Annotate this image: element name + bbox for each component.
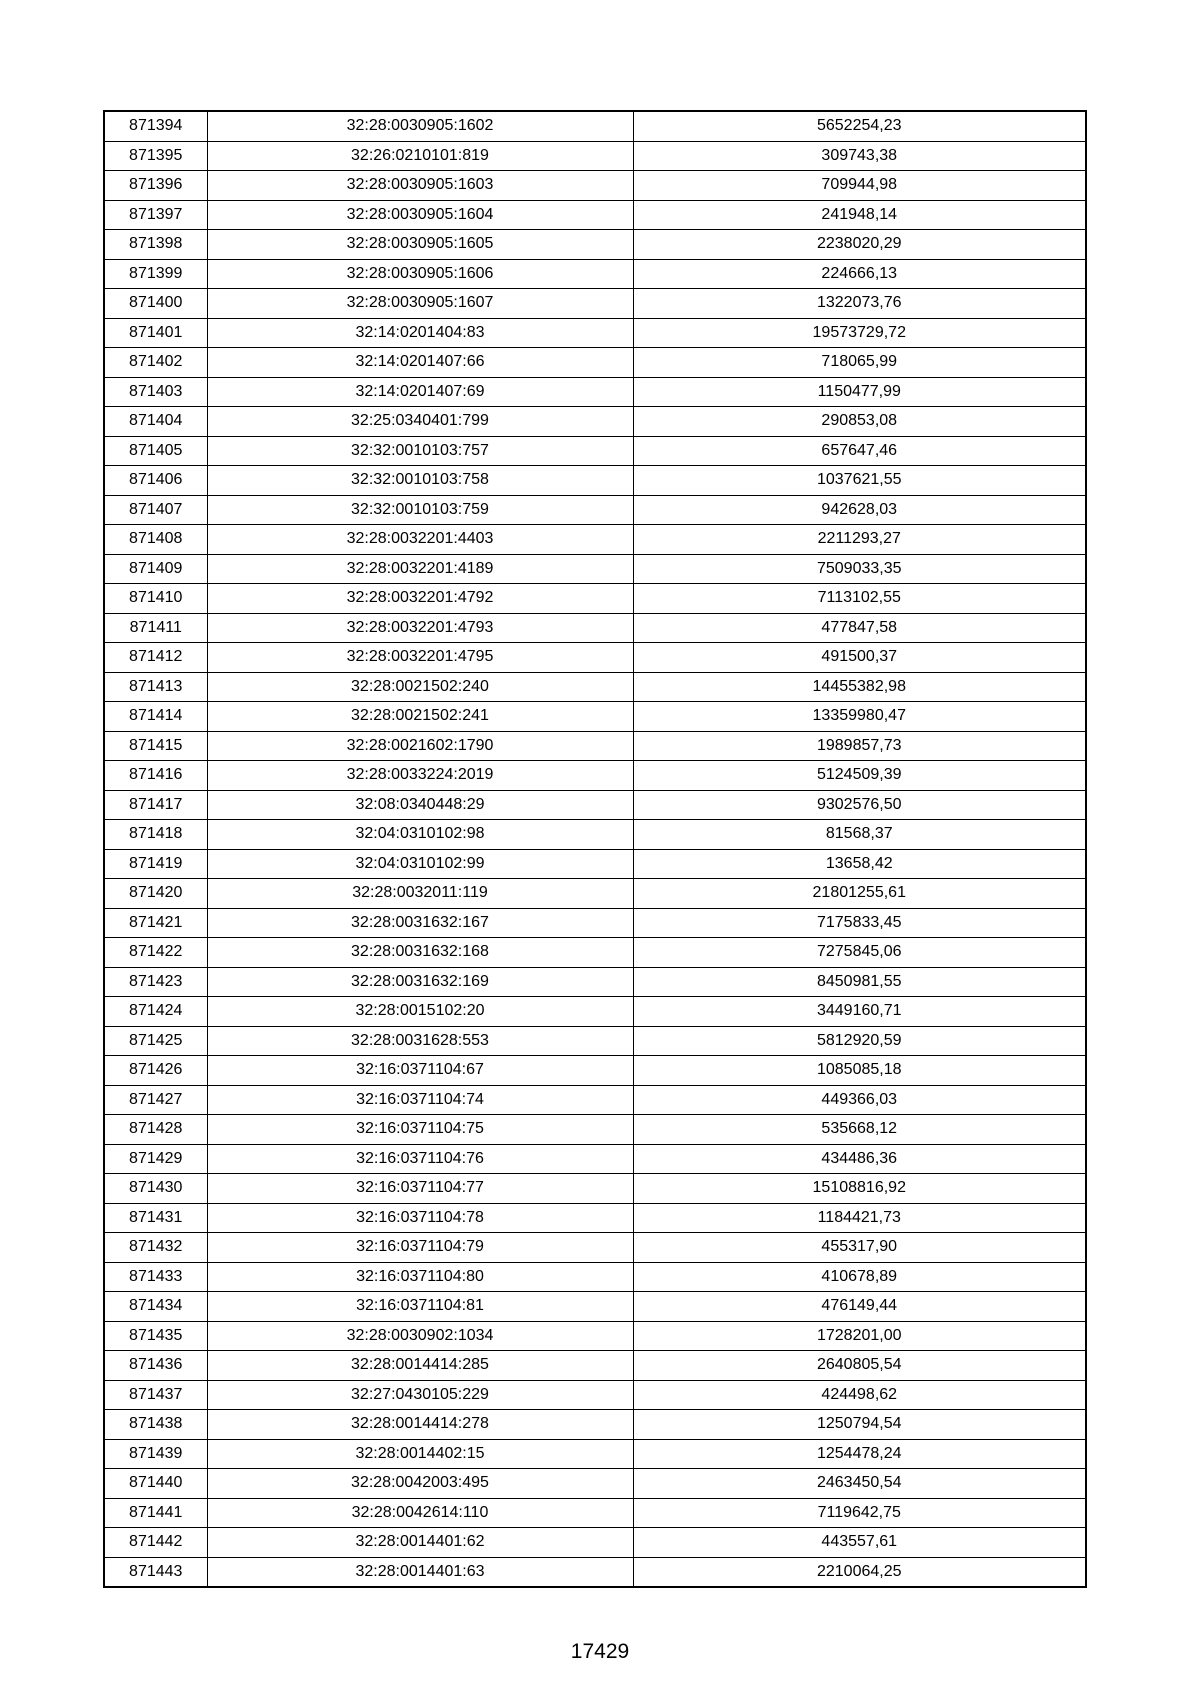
value-cell: 718065,99 [633,348,1086,378]
row-number-cell: 871402 [104,348,207,378]
value-cell: 3449160,71 [633,997,1086,1027]
table-row [104,1144,1086,1174]
cadastral-number-cell: 32:04:0310102:98 [207,820,633,850]
table-row [104,584,1086,614]
cadastral-number-cell: 32:28:0015102:20 [207,997,633,1027]
table-row [104,377,1086,407]
cadastral-number-cell: 32:28:0030905:1606 [207,259,633,289]
cadastral-number-cell: 32:28:0042614:110 [207,1498,633,1528]
row-number-cell: 871439 [104,1439,207,1469]
row-number-cell: 871415 [104,731,207,761]
table-row [104,1115,1086,1145]
table-row [104,1085,1086,1115]
cadastral-number-cell: 32:28:0030905:1603 [207,171,633,201]
cadastral-number-cell: 32:14:0201407:69 [207,377,633,407]
cadastral-number-cell: 32:28:0030905:1604 [207,200,633,230]
cadastral-number-cell: 32:32:0010103:757 [207,436,633,466]
table-row [104,761,1086,791]
cadastral-number-cell: 32:28:0032201:4792 [207,584,633,614]
value-cell: 13359980,47 [633,702,1086,732]
row-number-cell: 871406 [104,466,207,496]
cadastral-number-cell: 32:04:0310102:99 [207,849,633,879]
row-number-cell: 871421 [104,908,207,938]
cadastral-number-cell: 32:28:0031628:553 [207,1026,633,1056]
table-row [104,1174,1086,1204]
value-cell: 7275845,06 [633,938,1086,968]
table-row [104,200,1086,230]
cadastral-number-cell: 32:16:0371104:76 [207,1144,633,1174]
row-number-cell: 871404 [104,407,207,437]
row-number-cell: 871434 [104,1292,207,1322]
table-row [104,1528,1086,1558]
value-cell: 491500,37 [633,643,1086,673]
cadastral-number-cell: 32:28:0031632:169 [207,967,633,997]
table-row [104,1321,1086,1351]
row-number-cell: 871408 [104,525,207,555]
table-row [104,1380,1086,1410]
value-cell: 1254478,24 [633,1439,1086,1469]
row-number-cell: 871443 [104,1557,207,1587]
value-cell: 15108816,92 [633,1174,1086,1204]
value-cell: 1184421,73 [633,1203,1086,1233]
row-number-cell: 871428 [104,1115,207,1145]
row-number-cell: 871423 [104,967,207,997]
cadastral-number-cell: 32:28:0032201:4793 [207,613,633,643]
table-row [104,820,1086,850]
value-cell: 942628,03 [633,495,1086,525]
value-cell: 476149,44 [633,1292,1086,1322]
table-row [104,938,1086,968]
table-row [104,1026,1086,1056]
row-number-cell: 871397 [104,200,207,230]
cadastral-number-cell: 32:16:0371104:77 [207,1174,633,1204]
row-number-cell: 871418 [104,820,207,850]
value-cell: 241948,14 [633,200,1086,230]
table-row [104,1498,1086,1528]
value-cell: 81568,37 [633,820,1086,850]
row-number-cell: 871414 [104,702,207,732]
cadastral-number-cell: 32:28:0014401:63 [207,1557,633,1587]
cadastral-number-cell: 32:28:0031632:167 [207,908,633,938]
cadastral-number-cell: 32:28:0014414:278 [207,1410,633,1440]
row-number-cell: 871435 [104,1321,207,1351]
cadastral-number-cell: 32:14:0201404:83 [207,318,633,348]
row-number-cell: 871427 [104,1085,207,1115]
row-number-cell: 871432 [104,1233,207,1263]
row-number-cell: 871422 [104,938,207,968]
row-number-cell: 871396 [104,171,207,201]
cadastral-number-cell: 32:28:0021502:241 [207,702,633,732]
value-cell: 1322073,76 [633,289,1086,319]
cadastral-number-cell: 32:08:0340448:29 [207,790,633,820]
value-cell: 309743,38 [633,141,1086,171]
table-row [104,171,1086,201]
cadastral-number-cell: 32:28:0030902:1034 [207,1321,633,1351]
table-row [104,230,1086,260]
cadastral-number-cell: 32:28:0030905:1605 [207,230,633,260]
cadastral-number-cell: 32:28:0032201:4403 [207,525,633,555]
table-row [104,554,1086,584]
row-number-cell: 871431 [104,1203,207,1233]
row-number-cell: 871440 [104,1469,207,1499]
value-cell: 1989857,73 [633,731,1086,761]
value-cell: 434486,36 [633,1144,1086,1174]
value-cell: 7119642,75 [633,1498,1086,1528]
table-row [104,141,1086,171]
table-row [104,1292,1086,1322]
row-number-cell: 871410 [104,584,207,614]
row-number-cell: 871420 [104,879,207,909]
registry-table-body [104,111,1086,1587]
row-number-cell: 871424 [104,997,207,1027]
value-cell: 443557,61 [633,1528,1086,1558]
table-row [104,790,1086,820]
cadastral-number-cell: 32:28:0014402:15 [207,1439,633,1469]
table-row [104,1056,1086,1086]
value-cell: 8450981,55 [633,967,1086,997]
table-row [104,1203,1086,1233]
row-number-cell: 871411 [104,613,207,643]
table-row [104,1439,1086,1469]
cadastral-number-cell: 32:28:0033224:2019 [207,761,633,791]
cadastral-number-cell: 32:32:0010103:758 [207,466,633,496]
row-number-cell: 871416 [104,761,207,791]
table-row [104,1469,1086,1499]
row-number-cell: 871400 [104,289,207,319]
row-number-cell: 871441 [104,1498,207,1528]
row-number-cell: 871403 [104,377,207,407]
row-number-cell: 871399 [104,259,207,289]
cadastral-number-cell: 32:28:0032201:4795 [207,643,633,673]
value-cell: 7175833,45 [633,908,1086,938]
cadastral-number-cell: 32:28:0030905:1607 [207,289,633,319]
cadastral-number-cell: 32:32:0010103:759 [207,495,633,525]
value-cell: 5812920,59 [633,1026,1086,1056]
value-cell: 1728201,00 [633,1321,1086,1351]
row-number-cell: 871394 [104,111,207,141]
value-cell: 2463450,54 [633,1469,1086,1499]
value-cell: 1250794,54 [633,1410,1086,1440]
value-cell: 449366,03 [633,1085,1086,1115]
value-cell: 5124509,39 [633,761,1086,791]
cadastral-number-cell: 32:28:0031632:168 [207,938,633,968]
row-number-cell: 871413 [104,672,207,702]
value-cell: 410678,89 [633,1262,1086,1292]
value-cell: 21801255,61 [633,879,1086,909]
table-row [104,466,1086,496]
value-cell: 1150477,99 [633,377,1086,407]
registry-table [103,110,1087,1588]
value-cell: 2211293,27 [633,525,1086,555]
cadastral-number-cell: 32:28:0032011:119 [207,879,633,909]
cadastral-number-cell: 32:25:0340401:799 [207,407,633,437]
value-cell: 13658,42 [633,849,1086,879]
row-number-cell: 871433 [104,1262,207,1292]
cadastral-number-cell: 32:16:0371104:74 [207,1085,633,1115]
cadastral-number-cell: 32:16:0371104:79 [207,1233,633,1263]
value-cell: 455317,90 [633,1233,1086,1263]
value-cell: 1085085,18 [633,1056,1086,1086]
table-row [104,111,1086,141]
table-row [104,407,1086,437]
cadastral-number-cell: 32:26:0210101:819 [207,141,633,171]
table-row [104,997,1086,1027]
table-row [104,525,1086,555]
row-number-cell: 871395 [104,141,207,171]
table-row [104,879,1086,909]
table-row [104,289,1086,319]
value-cell: 2210064,25 [633,1557,1086,1587]
table-row [104,731,1086,761]
table-row [104,318,1086,348]
row-number-cell: 871405 [104,436,207,466]
row-number-cell: 871419 [104,849,207,879]
row-number-cell: 871425 [104,1026,207,1056]
value-cell: 224666,13 [633,259,1086,289]
value-cell: 424498,62 [633,1380,1086,1410]
cadastral-number-cell: 32:28:0014401:62 [207,1528,633,1558]
table-row [104,1557,1086,1587]
table-row [104,1410,1086,1440]
table-row [104,436,1086,466]
cadastral-number-cell: 32:28:0032201:4189 [207,554,633,584]
value-cell: 19573729,72 [633,318,1086,348]
row-number-cell: 871437 [104,1380,207,1410]
table-row [104,702,1086,732]
table-row [104,1262,1086,1292]
value-cell: 535668,12 [633,1115,1086,1145]
row-number-cell: 871430 [104,1174,207,1204]
row-number-cell: 871412 [104,643,207,673]
cadastral-number-cell: 32:28:0030905:1602 [207,111,633,141]
table-row [104,495,1086,525]
value-cell: 2238020,29 [633,230,1086,260]
row-number-cell: 871417 [104,790,207,820]
row-number-cell: 871438 [104,1410,207,1440]
cadastral-number-cell: 32:16:0371104:80 [207,1262,633,1292]
cadastral-number-cell: 32:16:0371104:81 [207,1292,633,1322]
table-row [104,849,1086,879]
value-cell: 477847,58 [633,613,1086,643]
table-row [104,613,1086,643]
table-row [104,259,1086,289]
value-cell: 1037621,55 [633,466,1086,496]
cadastral-number-cell: 32:14:0201407:66 [207,348,633,378]
row-number-cell: 871409 [104,554,207,584]
table-row [104,967,1086,997]
row-number-cell: 871426 [104,1056,207,1086]
value-cell: 14455382,98 [633,672,1086,702]
value-cell: 5652254,23 [633,111,1086,141]
cadastral-number-cell: 32:28:0014414:285 [207,1351,633,1381]
row-number-cell: 871436 [104,1351,207,1381]
cadastral-number-cell: 32:28:0021502:240 [207,672,633,702]
cadastral-number-cell: 32:28:0042003:495 [207,1469,633,1499]
row-number-cell: 871429 [104,1144,207,1174]
value-cell: 7509033,35 [633,554,1086,584]
row-number-cell: 871442 [104,1528,207,1558]
table-row [104,908,1086,938]
row-number-cell: 871401 [104,318,207,348]
row-number-cell: 871407 [104,495,207,525]
table-row [104,1233,1086,1263]
cadastral-number-cell: 32:16:0371104:67 [207,1056,633,1086]
value-cell: 709944,98 [633,171,1086,201]
value-cell: 2640805,54 [633,1351,1086,1381]
row-number-cell: 871398 [104,230,207,260]
cadastral-number-cell: 32:16:0371104:78 [207,1203,633,1233]
table-row [104,348,1086,378]
value-cell: 9302576,50 [633,790,1086,820]
page-number: 17429 [570,1640,630,1663]
value-cell: 7113102,55 [633,584,1086,614]
value-cell: 657647,46 [633,436,1086,466]
table-row [104,643,1086,673]
cadastral-number-cell: 32:27:0430105:229 [207,1380,633,1410]
value-cell: 290853,08 [633,407,1086,437]
table-row [104,1351,1086,1381]
cadastral-number-cell: 32:16:0371104:75 [207,1115,633,1145]
table-row [104,672,1086,702]
cadastral-number-cell: 32:28:0021602:1790 [207,731,633,761]
